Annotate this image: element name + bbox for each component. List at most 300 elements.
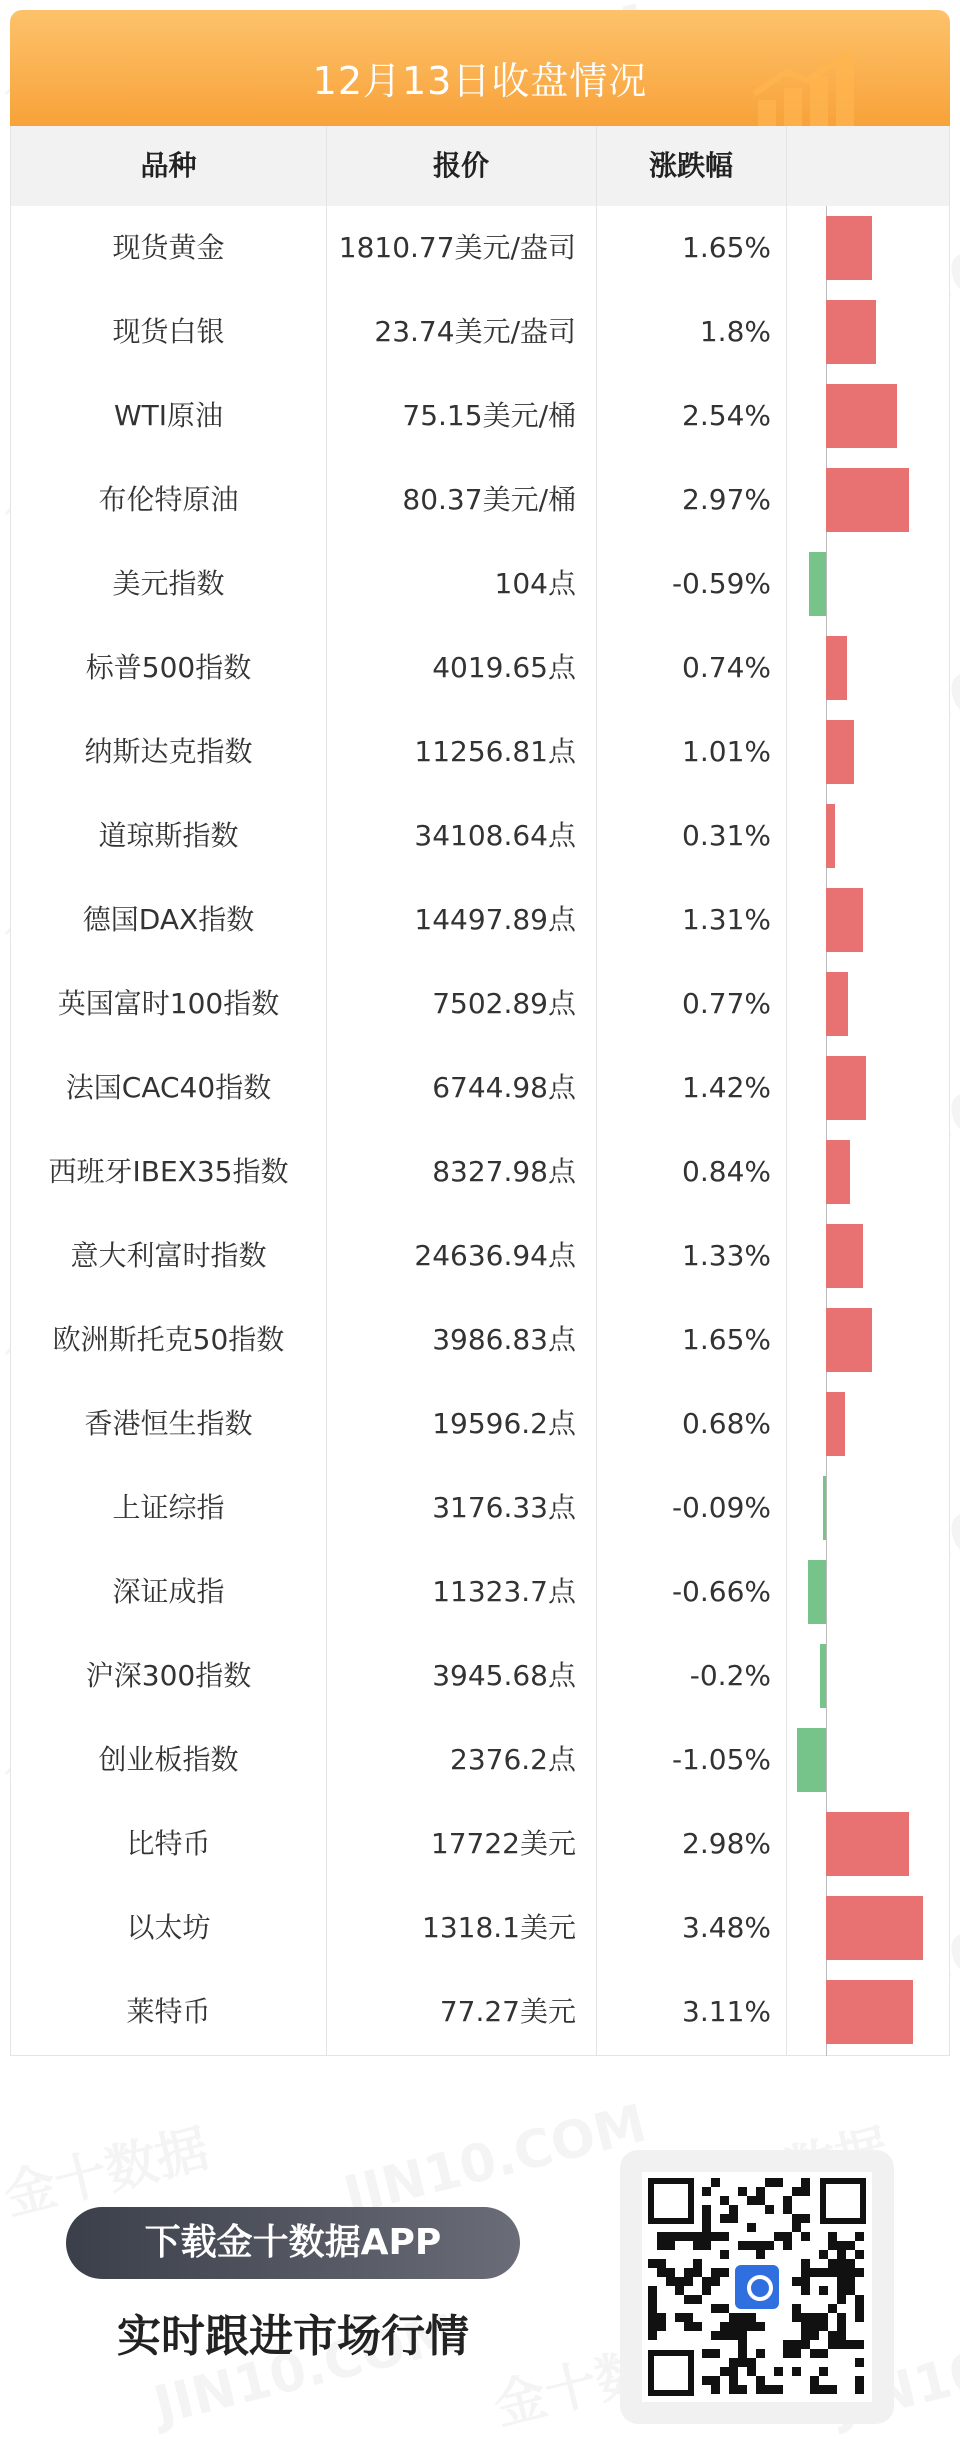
qr-module <box>657 2241 666 2250</box>
row-change: 1.42% <box>682 1071 771 1104</box>
qr-module <box>648 2259 657 2268</box>
qr-module <box>711 2385 720 2394</box>
row-name: 现货黄金 <box>112 231 225 264</box>
qr-module <box>846 2286 855 2295</box>
row-name: 上证综指 <box>112 1491 225 1524</box>
change-bar-positive <box>826 804 835 868</box>
qr-module <box>693 2295 702 2304</box>
qr-module <box>828 2268 837 2277</box>
row-name: 欧洲斯托克50指数 <box>52 1323 285 1356</box>
qr-module <box>810 2322 819 2331</box>
change-bar-positive <box>826 1056 866 1120</box>
row-name: 意大利富时指数 <box>70 1239 267 1272</box>
table-header <box>11 126 949 206</box>
qr-module <box>720 2304 729 2313</box>
qr-module <box>666 2241 675 2250</box>
table-row <box>11 1214 949 1298</box>
qr-module <box>756 2250 765 2259</box>
qr-module <box>648 2331 657 2340</box>
qr-module <box>756 2241 765 2250</box>
row-change: 1.01% <box>682 735 771 768</box>
qr-module <box>675 2313 684 2322</box>
table-row <box>11 962 949 1046</box>
row-price: 104点 <box>494 567 576 600</box>
row-name: 莱特币 <box>126 1995 211 2028</box>
qr-module <box>837 2340 846 2349</box>
qr-module <box>648 2304 657 2313</box>
qr-module <box>801 2178 810 2187</box>
qr-module <box>801 2322 810 2331</box>
row-price: 77.27美元 <box>439 1995 576 2028</box>
row-price: 4019.65点 <box>432 651 576 684</box>
qr-module <box>783 2196 792 2205</box>
qr-module <box>774 2178 783 2187</box>
qr-module <box>747 2313 756 2322</box>
qr-module <box>810 2349 819 2358</box>
qr-module <box>711 2178 720 2187</box>
qr-module <box>738 2385 747 2394</box>
qr-module <box>675 2232 684 2241</box>
qr-module <box>828 2232 837 2241</box>
header-price: 报价 <box>432 149 489 182</box>
row-name: 布伦特原油 <box>98 483 239 516</box>
qr-module <box>765 2385 774 2394</box>
table-row <box>11 458 949 542</box>
qr-module <box>855 2313 864 2322</box>
row-change: 1.65% <box>682 1323 771 1356</box>
qr-module <box>720 2214 729 2223</box>
qr-module <box>828 2304 837 2313</box>
row-name: 现货白银 <box>112 315 225 348</box>
qr-module <box>738 2187 747 2196</box>
change-bar-positive <box>826 1980 913 2044</box>
qr-module <box>792 2214 801 2223</box>
qr-module <box>720 2367 729 2376</box>
row-name: 创业板指数 <box>98 1743 239 1776</box>
row-change: 2.97% <box>682 483 771 516</box>
qr-module <box>765 2205 774 2214</box>
row-price: 34108.64点 <box>414 819 576 852</box>
row-change: 1.31% <box>682 903 771 936</box>
row-change: 0.84% <box>682 1155 771 1188</box>
table-row <box>11 290 949 374</box>
row-change: 3.48% <box>682 1911 771 1944</box>
qr-module <box>756 2349 765 2358</box>
qr-module <box>720 2232 729 2241</box>
qr-module <box>792 2223 801 2232</box>
change-bar-positive <box>826 216 872 280</box>
qr-code-icon <box>642 2172 872 2402</box>
qr-module <box>846 2259 855 2268</box>
qr-module <box>783 2205 792 2214</box>
row-change: 3.11% <box>682 1995 771 2028</box>
header-name: 品种 <box>140 149 197 182</box>
table-row <box>11 1382 949 1466</box>
qr-module <box>792 2340 801 2349</box>
change-bar-positive <box>826 1392 845 1456</box>
qr-module <box>837 2241 846 2250</box>
table-row <box>11 374 949 458</box>
change-bar-positive <box>826 888 863 952</box>
qr-module <box>702 2223 711 2232</box>
table-row <box>11 1550 949 1634</box>
qr-module <box>693 2259 702 2268</box>
qr-module <box>855 2358 864 2367</box>
row-price: 3176.33点 <box>432 1491 576 1524</box>
qr-module <box>693 2241 702 2250</box>
qr-module <box>837 2286 846 2295</box>
promo-subtitle: 实时跟进市场行情 <box>117 2311 469 2362</box>
qr-module <box>855 2232 864 2241</box>
qr-module <box>720 2196 729 2205</box>
qr-module <box>855 2385 864 2394</box>
qr-module <box>828 2241 837 2250</box>
row-name: 法国CAC40指数 <box>65 1071 272 1104</box>
table-row <box>11 1466 949 1550</box>
qr-module <box>675 2286 684 2295</box>
row-price: 7502.89点 <box>432 987 576 1020</box>
row-name: 深证成指 <box>112 1575 225 1608</box>
qr-module <box>783 2349 792 2358</box>
qr-module <box>855 2304 864 2313</box>
qr-module <box>855 2376 864 2385</box>
qr-module <box>801 2340 810 2349</box>
row-change: -0.66% <box>671 1575 771 1608</box>
qr-module <box>702 2349 711 2358</box>
qr-module <box>693 2268 702 2277</box>
qr-module <box>657 2268 666 2277</box>
qr-module <box>783 2232 792 2241</box>
jin10-app-icon <box>731 2261 783 2313</box>
change-bar-positive <box>826 1140 850 1204</box>
qr-module <box>711 2232 720 2241</box>
qr-module <box>810 2376 819 2385</box>
qr-module <box>792 2349 801 2358</box>
qr-module <box>684 2268 693 2277</box>
qr-module <box>666 2268 675 2277</box>
qr-module <box>666 2277 675 2286</box>
qr-module <box>702 2277 711 2286</box>
row-price: 80.37美元/桶 <box>402 483 576 516</box>
qr-module <box>711 2304 720 2313</box>
qr-module <box>747 2241 756 2250</box>
qr-module <box>756 2196 765 2205</box>
qr-module <box>792 2187 801 2196</box>
qr-module <box>801 2232 810 2241</box>
row-price: 24636.94点 <box>414 1239 576 1272</box>
change-bar-positive <box>826 636 847 700</box>
qr-module <box>774 2367 783 2376</box>
qr-module <box>729 2313 738 2322</box>
change-bar-negative <box>820 1644 826 1708</box>
qr-module <box>801 2313 810 2322</box>
qr-module <box>837 2295 846 2304</box>
qr-module <box>729 2214 738 2223</box>
qr-module <box>738 2313 747 2322</box>
qr-module <box>747 2358 756 2367</box>
header-change: 涨跌幅 <box>648 149 733 182</box>
change-bar-positive <box>826 1224 863 1288</box>
page-header <box>10 10 950 126</box>
row-change: -0.2% <box>689 1659 771 1692</box>
row-name: 英国富时100指数 <box>57 987 280 1020</box>
qr-module <box>810 2331 819 2340</box>
qr-finder <box>648 2350 694 2396</box>
qr-module <box>837 2322 846 2331</box>
table-row <box>11 710 949 794</box>
qr-module <box>666 2232 675 2241</box>
row-price: 11323.7点 <box>432 1575 576 1608</box>
qr-module <box>765 2241 774 2250</box>
qr-module <box>756 2385 765 2394</box>
qr-module <box>837 2277 846 2286</box>
row-change: -0.09% <box>671 1491 771 1524</box>
qr-module <box>837 2331 846 2340</box>
table-row <box>11 794 949 878</box>
qr-module <box>765 2178 774 2187</box>
qr-module <box>819 2250 828 2259</box>
row-name: 西班牙IBEX35指数 <box>48 1155 289 1188</box>
qr-module <box>837 2268 846 2277</box>
qr-module <box>819 2286 828 2295</box>
qr-module <box>837 2259 846 2268</box>
qr-module <box>729 2322 738 2331</box>
qr-module <box>711 2376 720 2385</box>
qr-module <box>828 2259 837 2268</box>
qr-module <box>846 2340 855 2349</box>
qr-module <box>720 2322 729 2331</box>
page-title: 12月13日收盘情况 <box>312 59 648 103</box>
row-price: 75.15美元/桶 <box>402 399 576 432</box>
qr-module <box>711 2331 720 2340</box>
qr-module <box>684 2322 693 2331</box>
qr-module <box>702 2232 711 2241</box>
row-change: 0.74% <box>682 651 771 684</box>
row-change: 2.54% <box>682 399 771 432</box>
row-name: 美元指数 <box>112 567 225 600</box>
qr-finder <box>648 2178 694 2224</box>
change-bar-positive <box>826 1896 923 1960</box>
table-row <box>11 1130 949 1214</box>
qr-module <box>738 2331 747 2340</box>
qr-module <box>783 2340 792 2349</box>
bar-chart-arrow-icon <box>750 50 860 126</box>
qr-module <box>837 2313 846 2322</box>
qr-module <box>801 2259 810 2268</box>
qr-module <box>819 2322 828 2331</box>
qr-module <box>702 2214 711 2223</box>
change-bar-negative <box>808 1560 826 1624</box>
qr-module <box>729 2331 738 2340</box>
qr-module <box>801 2331 810 2340</box>
qr-module <box>837 2250 846 2259</box>
qr-module <box>801 2187 810 2196</box>
qr-module <box>801 2277 810 2286</box>
qr-module <box>846 2241 855 2250</box>
qr-module <box>774 2232 783 2241</box>
qr-module <box>819 2313 828 2322</box>
qr-module <box>819 2385 828 2394</box>
qr-module <box>657 2259 666 2268</box>
row-name: 德国DAX指数 <box>82 903 255 936</box>
qr-module <box>738 2349 747 2358</box>
row-price: 3986.83点 <box>432 1323 576 1356</box>
change-bar-positive <box>826 384 897 448</box>
table-row <box>11 626 949 710</box>
change-bar-positive <box>826 300 876 364</box>
table-row <box>11 878 949 962</box>
qr-module <box>711 2349 720 2358</box>
row-change: 0.31% <box>682 819 771 852</box>
qr-module <box>828 2331 837 2340</box>
change-bar-positive <box>826 1308 872 1372</box>
change-bar-positive <box>826 1812 909 1876</box>
table-row <box>11 1298 949 1382</box>
row-change: -0.59% <box>671 567 771 600</box>
qr-module <box>738 2340 747 2349</box>
qr-module <box>846 2268 855 2277</box>
change-bar-positive <box>826 972 848 1036</box>
qr-module <box>729 2367 738 2376</box>
row-name: 道琼斯指数 <box>98 819 239 852</box>
qr-module <box>693 2322 702 2331</box>
qr-module <box>684 2313 693 2322</box>
change-bar-negative <box>797 1728 826 1792</box>
row-price: 8327.98点 <box>432 1155 576 1188</box>
qr-module <box>738 2358 747 2367</box>
qr-module <box>648 2313 657 2322</box>
qr-module <box>702 2286 711 2295</box>
qr-module <box>783 2241 792 2250</box>
row-change: 0.68% <box>682 1407 771 1440</box>
qr-module <box>855 2250 864 2259</box>
row-name: 以太坊 <box>126 1911 211 1944</box>
qr-module <box>747 2367 756 2376</box>
qr-module <box>801 2286 810 2295</box>
qr-module <box>657 2322 666 2331</box>
qr-module <box>657 2232 666 2241</box>
qr-finder <box>820 2178 866 2224</box>
row-price: 23.74美元/盎司 <box>374 315 576 348</box>
row-price: 3945.68点 <box>432 1659 576 1692</box>
row-change: 1.33% <box>682 1239 771 1272</box>
row-price: 11256.81点 <box>414 735 576 768</box>
qr-module <box>819 2367 828 2376</box>
qr-module <box>792 2277 801 2286</box>
table-row <box>11 206 949 290</box>
qr-module <box>855 2295 864 2304</box>
qr-module <box>720 2250 729 2259</box>
row-price: 17722美元 <box>430 1827 576 1860</box>
qr-module <box>702 2187 711 2196</box>
table-row <box>11 1802 949 1886</box>
qr-module <box>729 2358 738 2367</box>
row-change: 1.8% <box>699 315 771 348</box>
table-row <box>11 1046 949 1130</box>
qr-module <box>702 2241 711 2250</box>
qr-module <box>792 2304 801 2313</box>
qr-module <box>684 2277 693 2286</box>
qr-module <box>846 2277 855 2286</box>
qr-module <box>756 2376 765 2385</box>
qr-module <box>747 2196 756 2205</box>
qr-module <box>729 2385 738 2394</box>
qr-module <box>648 2295 657 2304</box>
qr-module <box>693 2232 702 2241</box>
qr-module <box>729 2376 738 2385</box>
qr-module <box>819 2268 828 2277</box>
qr-module <box>684 2232 693 2241</box>
qr-module <box>657 2313 666 2322</box>
qr-module <box>684 2295 693 2304</box>
qr-module <box>711 2277 720 2286</box>
row-change: 1.65% <box>682 231 771 264</box>
qr-module <box>729 2205 738 2214</box>
qr-module <box>855 2340 864 2349</box>
qr-module <box>828 2385 837 2394</box>
qr-module <box>810 2268 819 2277</box>
download-app-button[interactable]: 下载金十数据APP <box>66 2207 520 2279</box>
table-row <box>11 1970 949 2054</box>
qr-module <box>702 2376 711 2385</box>
table-row <box>11 1718 949 1802</box>
row-price: 19596.2点 <box>432 1407 576 1440</box>
qr-module <box>648 2322 657 2331</box>
row-name: WTI原油 <box>113 399 224 432</box>
qr-module <box>819 2349 828 2358</box>
qr-module <box>810 2385 819 2394</box>
table-row <box>11 1634 949 1718</box>
qr-module <box>711 2268 720 2277</box>
row-name: 比特币 <box>126 1827 211 1860</box>
qr-module <box>801 2214 810 2223</box>
change-bar-positive <box>826 720 854 784</box>
qr-module <box>738 2241 747 2250</box>
qr-module <box>675 2277 684 2286</box>
row-price: 14497.89点 <box>414 903 576 936</box>
change-bar-positive <box>826 468 909 532</box>
row-name: 沪深300指数 <box>85 1659 252 1692</box>
qr-module <box>792 2367 801 2376</box>
qr-module <box>720 2268 729 2277</box>
qr-module <box>648 2286 657 2295</box>
qr-module <box>738 2322 747 2331</box>
qr-module <box>792 2313 801 2322</box>
qr-module <box>720 2331 729 2340</box>
change-bar-negative <box>823 1476 826 1540</box>
table-row <box>11 542 949 626</box>
change-bar-negative <box>809 552 826 616</box>
qr-module <box>756 2322 765 2331</box>
row-price: 6744.98点 <box>432 1071 576 1104</box>
qr-module <box>756 2187 765 2196</box>
qr-module <box>810 2313 819 2322</box>
qr-module <box>855 2268 864 2277</box>
row-change: 2.98% <box>682 1827 771 1860</box>
row-change: 0.77% <box>682 987 771 1020</box>
qr-code[interactable] <box>620 2150 894 2424</box>
qr-module <box>702 2205 711 2214</box>
qr-module <box>828 2340 837 2349</box>
qr-module <box>801 2268 810 2277</box>
qr-module <box>774 2385 783 2394</box>
row-price: 1810.77美元/盎司 <box>338 231 576 264</box>
row-price: 2376.2点 <box>450 1743 576 1776</box>
qr-module <box>747 2322 756 2331</box>
qr-module <box>747 2223 756 2232</box>
row-name: 标普500指数 <box>85 651 252 684</box>
row-name: 纳斯达克指数 <box>84 735 253 768</box>
